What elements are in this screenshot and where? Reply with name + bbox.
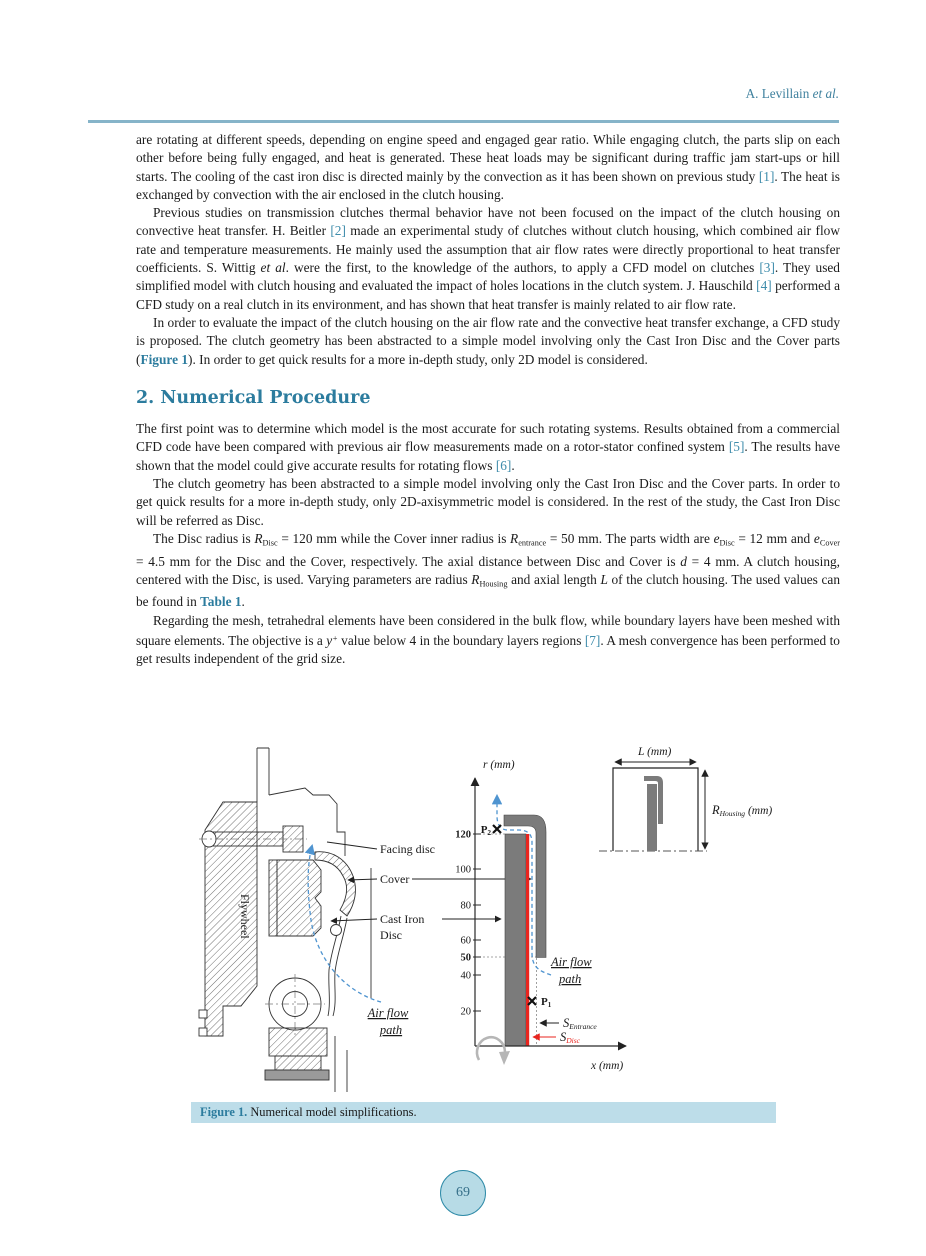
point-p1	[528, 996, 552, 1009]
airflow-model-label-2: path	[559, 972, 582, 986]
paragraph	[136, 420, 840, 475]
page-number: 69	[456, 1185, 470, 1200]
figure-caption	[191, 1102, 776, 1123]
text-segment: . A mesh convergence has been performed to get results independent of the grid size.	[136, 633, 840, 667]
housing-sketch	[599, 746, 772, 851]
text-segment: d	[680, 553, 687, 569]
running-head-authors: A. Levillain	[745, 86, 813, 101]
flywheel-label: Flywheel	[238, 894, 252, 939]
text-segment: . They used simplified model with clutch housing and evaluated the impact of holes locations in the clutch system. J. Hauschild	[136, 260, 840, 294]
cross-reference-link[interactable]: Table 1	[200, 594, 242, 610]
disc-surface-red	[526, 834, 529, 1046]
text-segment: .	[241, 594, 245, 610]
text-segment: L	[600, 571, 608, 587]
text-segment: y	[326, 633, 333, 649]
r-tick-60: 60	[460, 935, 471, 947]
citation-link[interactable]: [4]	[756, 278, 772, 294]
figure-1	[195, 740, 815, 1096]
text-segment: . The results have shown that the model could give accurate results for rotating flows	[136, 439, 840, 473]
svg-text:P2: P2	[480, 824, 491, 837]
svg-text:SDisc: SDisc	[560, 1030, 580, 1045]
text-segment: = 12 mm and	[734, 530, 814, 546]
text-segment: made an experimental study of clutches without clutch housing, which combined air flow rate and temperature measurements. He mainly used the assumption that air flow rates were directly proportional to heat transfer coefficients. S. Wittig	[136, 223, 840, 276]
housing-radius-label: RHousing (mm)	[712, 803, 773, 818]
text-segment: ). In order to get quick results for a more in-depth study, only 2D model is considered.	[188, 351, 648, 367]
text-segment: The first point was to determine which model is the most accurate for such rotating systems. Results obtained from a commercial CFD code have been compared with previous air flow measurements made on a rotor-stator confined system	[136, 421, 840, 455]
figure-1-image	[195, 740, 815, 1096]
header-rule	[88, 120, 839, 123]
text-segment: = 4 mm. A clutch housing, centered with the Disc, is used. Varying parameters are radius	[136, 553, 840, 587]
diaphragm-spring	[328, 916, 347, 1016]
r-tick-120: 120	[455, 829, 471, 841]
r-tick-50: 50	[460, 952, 471, 964]
text-segment: and axial length	[507, 571, 601, 587]
r-tick-20: 20	[460, 1006, 471, 1018]
text-segment: . were the first, to the knowledge of the authors, to apply a CFD model on clutches	[285, 260, 760, 276]
text-segment: The Disc radius is	[153, 530, 255, 546]
paragraph	[136, 204, 840, 314]
running-head-etal: et al.	[812, 86, 839, 101]
figure-caption-label: Figure 1.	[200, 1105, 248, 1119]
section-heading: 2. Numerical Procedure	[136, 387, 371, 408]
cast-iron-disc-label-2: Disc	[380, 928, 402, 942]
text-segment: Cover	[819, 538, 841, 548]
housing-length-label: L (mm)	[638, 746, 672, 758]
text-segment: Regarding the mesh, tetrahedral elements have been considered in the bulk flow, while boundary layers have been meshed with square elements. The objective is a	[136, 612, 840, 649]
text-segment: et al	[260, 260, 286, 276]
page-number-badge	[440, 1170, 486, 1216]
s-disc-dimension	[533, 1030, 581, 1045]
citation-link[interactable]: [7]	[584, 633, 601, 649]
svg-text:P1: P1	[541, 996, 552, 1009]
disc-part	[505, 834, 526, 1046]
text-segment: e	[813, 530, 820, 546]
text-segment: R	[510, 530, 519, 546]
text-segment: = 50 mm. The parts width are	[546, 530, 714, 546]
paragraph	[136, 530, 840, 612]
text-segment: In order to evaluate the impact of the clutch housing on the air flow rate and the convective heat transfer exchange, a CFD study is proposed. The clutch geometry has been abstracted to a simple model involving only the Cast Iron Disc and the Cover parts (	[136, 314, 840, 367]
text-segment: = 120 mm while the Cover inner radius is	[277, 530, 511, 546]
point-p2	[481, 824, 501, 837]
paragraph	[136, 612, 840, 669]
text-segment: Previous studies on transmission clutches thermal behavior have not been focused on the impact of the clutch housing on convective heat transfer. H. Beitler	[136, 205, 840, 239]
text-segment: . The heat is exchanged by convection with the air enclosed in the clutch housing.	[136, 168, 840, 202]
x-axis-label: x (mm)	[591, 1060, 624, 1072]
r-tick-100: 100	[455, 864, 471, 876]
text-segment: +	[332, 634, 338, 644]
text-segment: e	[713, 530, 720, 546]
text-segment: value below 4 in the boundary layers regions	[337, 633, 585, 649]
r-axis-label: r (mm)	[483, 759, 515, 771]
r-tick-80: 80	[460, 900, 471, 912]
text-segment: Disc	[262, 538, 278, 548]
r-tick-40: 40	[460, 970, 471, 982]
citation-link[interactable]: [6]	[495, 457, 512, 473]
text-segment: .	[511, 457, 515, 473]
citation-link[interactable]: [1]	[758, 168, 775, 184]
paragraph	[136, 314, 840, 369]
body-text-column	[136, 131, 840, 669]
running-head	[746, 86, 839, 102]
cover-label: Cover	[380, 872, 410, 886]
paragraph	[136, 131, 840, 204]
citation-link[interactable]: [2]	[330, 223, 346, 239]
paragraph	[136, 475, 840, 530]
figure-caption-text: Numerical model simplifications.	[247, 1105, 417, 1119]
citation-link[interactable]: [5]	[728, 439, 745, 455]
axisymmetric-model	[455, 759, 626, 1072]
shaft	[265, 1028, 347, 1092]
housing-disc	[647, 784, 657, 851]
text-segment: = 4.5 mm for the Disc and the Cover, respectively. The axial distance between Disc and Cover is	[136, 553, 681, 569]
pressure-plate	[269, 860, 321, 936]
text-segment: are rotating at different speeds, depending on engine speed and engaged gear ratio. While engaging clutch, the parts slip on each other before being fully engaged, and heat is generated. These heat loads may be significant during traffic jam start-ups or hill starts. The cooling of the cast iron disc is directed mainly by the convection as it has been shown on previous study	[136, 132, 840, 184]
svg-text:SEntrance: SEntrance	[563, 1016, 597, 1031]
text-segment: of the clutch housing. The used values can be found in	[136, 571, 840, 610]
text-segment: R	[471, 571, 480, 587]
hub-bearing	[265, 974, 325, 1036]
citation-link[interactable]: [3]	[759, 260, 775, 276]
text-segment: R	[254, 530, 263, 546]
airflow-path-label: Air flow	[367, 1006, 409, 1020]
s-entrance-dimension	[540, 1016, 597, 1031]
text-segment: entrance	[518, 538, 547, 548]
text-segment: The clutch geometry has been abstracted to a simple model involving only the Cast Iron Disc and the Cover parts. In order to get quick results for a more in-depth study, only 2D-axisymmetric model is considered. In the rest of the study, the Cast Iron Disc will be referred as Disc.	[136, 476, 840, 528]
cross-reference-link[interactable]: Figure 1	[140, 351, 189, 367]
facing-disc-label: Facing disc	[380, 842, 435, 856]
text-segment: performed a CFD study on a real clutch in its environment, and has shown that heat transfer is mainly related to air flow rate.	[136, 278, 840, 312]
cast-iron-disc-label: Cast Iron	[380, 912, 425, 926]
airflow-path-label-2: path	[379, 1023, 403, 1037]
airflow-model-label: Air flow	[551, 955, 592, 969]
text-segment: Disc	[719, 538, 735, 548]
text-segment: Housing	[479, 579, 508, 589]
